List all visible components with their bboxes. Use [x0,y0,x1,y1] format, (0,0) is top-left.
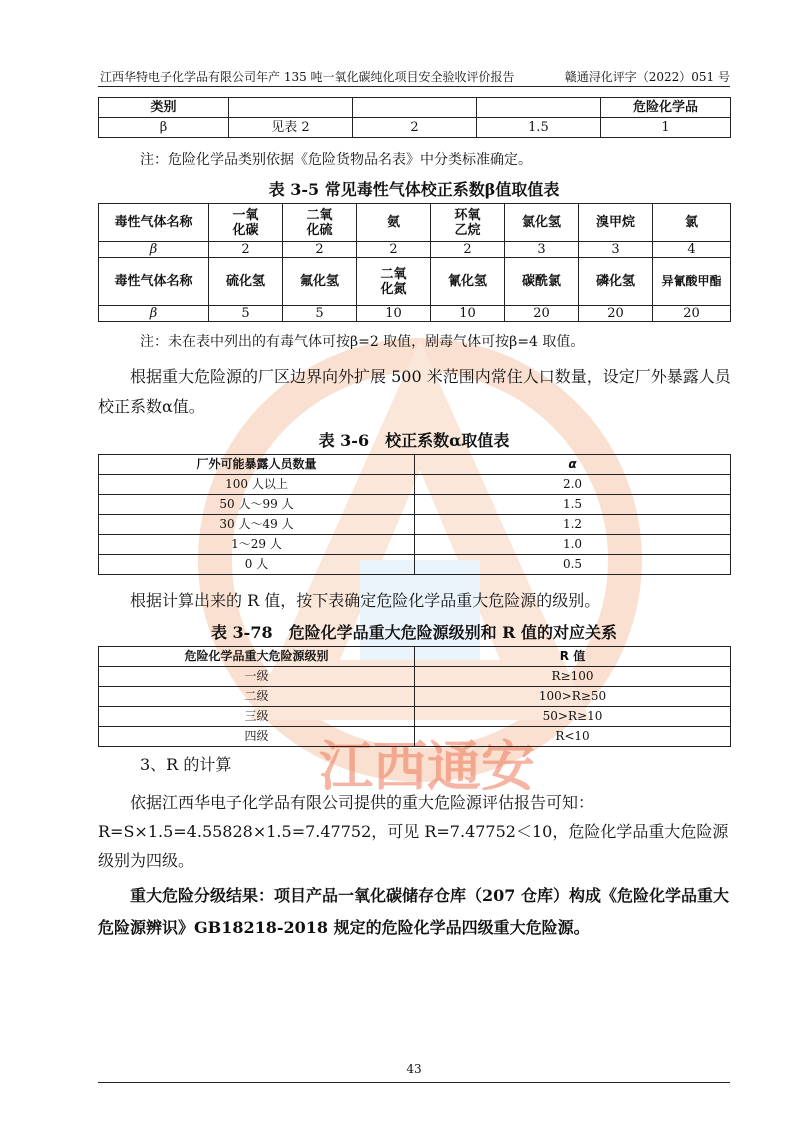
table-cell: 1.2 [415,515,731,535]
table-cell: 四级 [99,727,415,747]
table-row [99,475,731,495]
table-cell: 5 [283,306,357,322]
r-value-level-table [98,646,731,747]
table-cell: 1 [601,118,731,138]
table-cell: 二级 [99,687,415,707]
table-cell: 见表 2 [229,118,353,138]
table-header-cell: α [415,455,731,475]
section-heading-r-calc: 3、R 的计算 [140,755,232,774]
table-cell: 二氧 化氮 [357,258,431,306]
table-cell: 4 [653,242,731,258]
table-cell: 5 [209,306,283,322]
table-cell [353,98,477,118]
table-cell: 氰化氢 [431,258,505,306]
table-row [99,258,731,306]
table-cell: 毒性气体名称 [99,258,209,306]
table-cell: 2 [357,242,431,258]
table-cell: 1.5 [477,118,601,138]
table-cell: 50 人～99 人 [99,495,415,515]
table-row [99,455,731,475]
table-row [99,204,731,242]
page-footer [98,1060,730,1083]
table-cell: 碳酰氯 [505,258,579,306]
page-header [98,68,730,87]
table-cell [229,98,353,118]
table-row [99,242,731,258]
table-cell [477,98,601,118]
table-row [99,515,731,535]
table-cell: 二氧 化硫 [283,204,357,242]
toxic-gas-beta-table [98,203,731,322]
table-cell: 环氧 乙烷 [431,204,505,242]
table-cell: R<10 [415,727,731,747]
table-cell: 3 [505,242,579,258]
table-cell: 50>R≥10 [415,707,731,727]
table-header-cell: R 值 [415,647,731,667]
note-hazard-category: 注：危险化学品类别依据《危险货物品名表》中分类标准确定。 [140,152,532,168]
table-row [99,667,731,687]
table-cell: 溴甲烷 [579,204,653,242]
note-toxic-gas: 注：未在表中列出的有毒气体可按β=2 取值，剧毒气体可按β=4 取值。 [140,334,585,350]
table-cell: 2 [353,118,477,138]
watermark-text: 江西通安 [319,735,535,798]
table-cell: 1.5 [415,495,731,515]
table-cell: R≥100 [415,667,731,687]
table-cell: 0 人 [99,555,415,575]
page-number: 43 [406,1062,422,1076]
header-doc-number: 赣通浔化评字（2022）051 号 [564,70,730,84]
table-cell: 3 [579,242,653,258]
table-cell: 2 [283,242,357,258]
table-cell: 氟化氢 [283,258,357,306]
table-cell: 20 [653,306,731,322]
table-cell: 三级 [99,707,415,727]
table-cell: 0.5 [415,555,731,575]
table-3-6-caption: 表 3-6 校正系数α取值表 [318,431,510,450]
table-3-78-caption: 表 3-78 危险化学品重大危险源级别和 R 值的对应关系 [210,623,618,642]
table-cell: 磷化氢 [579,258,653,306]
table-cell: 10 [357,306,431,322]
table-cell: 1～29 人 [99,535,415,555]
table-cell: 30 人～49 人 [99,515,415,535]
table-row [99,555,731,575]
table-cell: 一级 [99,667,415,687]
table-cell: 10 [431,306,505,322]
table-cell: 氯化氢 [505,204,579,242]
table-row [99,306,731,322]
table-row [99,495,731,515]
paragraph-conclusion: 重大危险分级结果：项目产品一氧化碳储存仓库（207 仓库）构成《危险化学品重大危险源辨识》GB18218-2018 规定的危险化学品四级重大危险源。 [98,886,729,937]
table-cell: 20 [579,306,653,322]
table-3-5-caption: 表 3-5 常见毒性气体校正系数β值取值表 [268,180,560,199]
table-cell: 硫化氢 [209,258,283,306]
table-cell: 氨 [357,204,431,242]
table-cell: 一氧 化碳 [209,204,283,242]
table-row [99,707,731,727]
paragraph-r-calculation: 依据江西华电子化学品有限公司提供的重大危险源评估报告可知：R=S×1.5=4.55828×1.5=7.47752，可见 R=7.47752＜10，危险化学品重大危险源级别为四级。 [98,793,729,870]
header-report-title: 江西华特电子化学品有限公司年产 135 吨一氧化碳纯化项目安全验收评价报告 [100,70,515,84]
table-row [99,647,731,667]
table-row [99,727,731,747]
table-cell: 100 人以上 [99,475,415,495]
table-cell: β [99,306,209,322]
table-cell: 2 [209,242,283,258]
table-cell: 2 [431,242,505,258]
table-cell: 危险化学品 [601,98,731,118]
table-header-cell: 危险化学品重大危险源级别 [99,647,415,667]
table-cell: 2.0 [415,475,731,495]
table-cell: 异氰酸甲酯 [653,258,731,306]
table-header-cell: 厂外可能暴露人员数量 [99,455,415,475]
table-cell: β [99,242,209,258]
paragraph-alpha-intro: 根据重大危险源的厂区边界向外扩展 500 米范围内常住人口数量，设定厂外暴露人员校正系数α值。 [98,367,731,416]
alpha-correction-table [98,454,731,575]
table-cell: 1.0 [415,535,731,555]
table-cell: 毒性气体名称 [99,204,209,242]
hazard-category-table [98,97,731,138]
table-cell: 20 [505,306,579,322]
table-cell: β [99,118,229,138]
table-row [99,687,731,707]
table-cell: 氯 [653,204,731,242]
paragraph-r-level: 根据计算出来的 R 值，按下表确定危险化学品重大危险源的级别。 [130,591,601,610]
table-cell: 类别 [99,98,229,118]
table-cell: 100>R≥50 [415,687,731,707]
table-row [99,535,731,555]
